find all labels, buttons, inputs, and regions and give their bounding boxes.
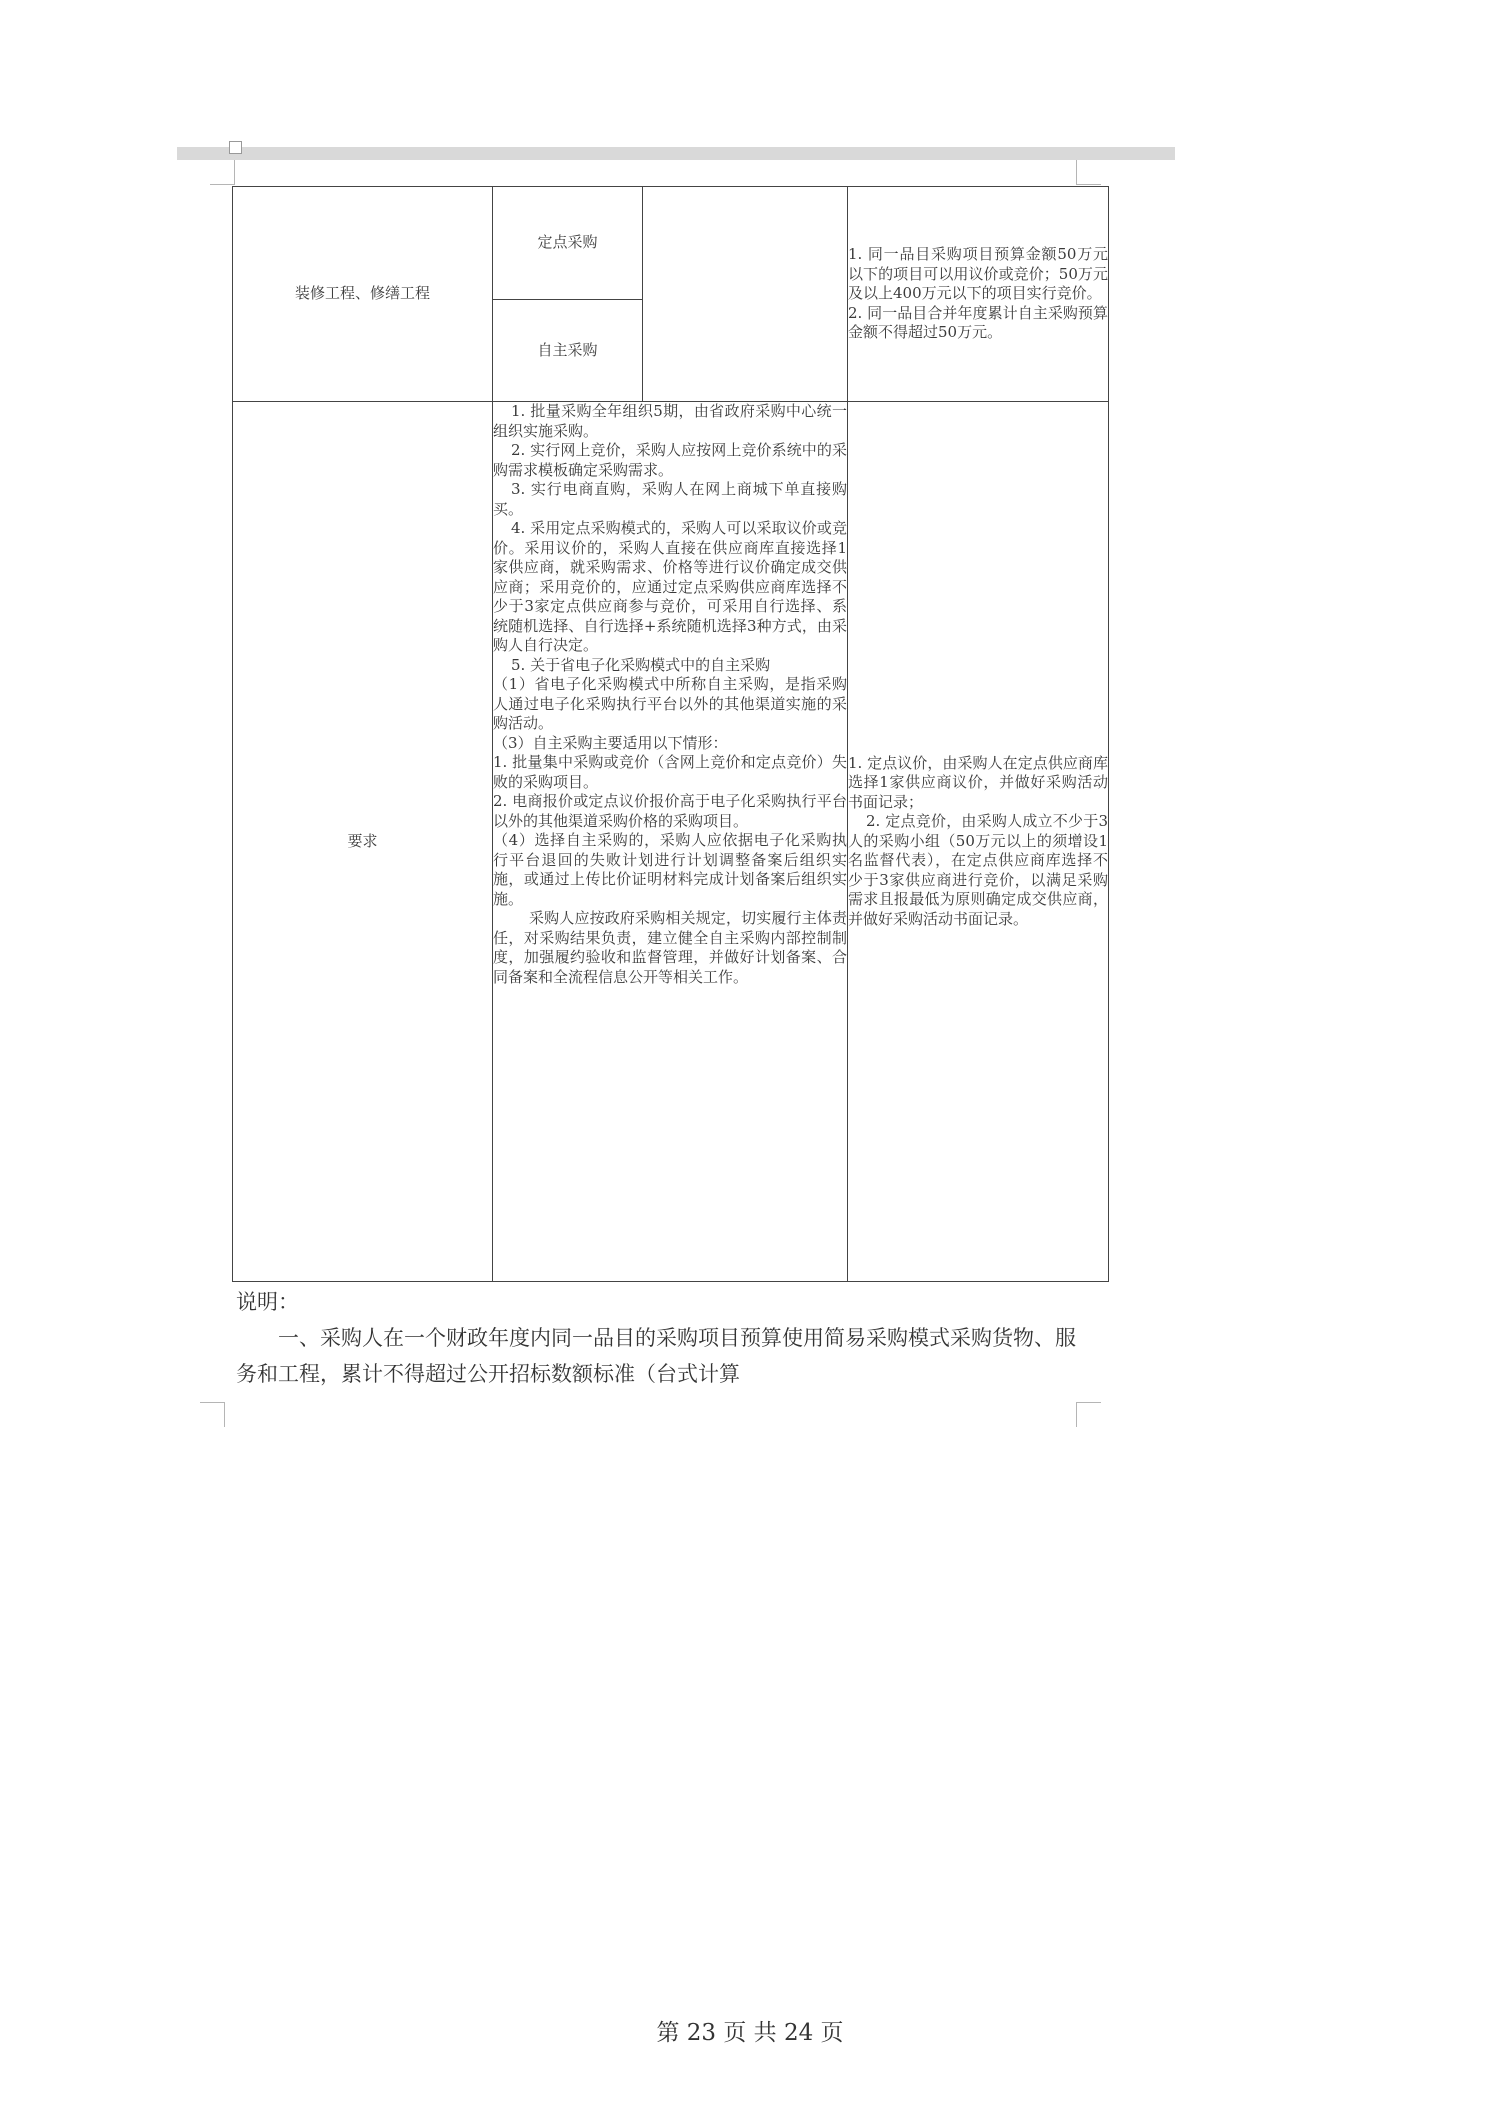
req-item: 5. 关于省电子化采购模式中的自主采购 — [511, 655, 771, 674]
page-top-bar — [177, 147, 1175, 160]
margin-corner-mark — [200, 1402, 225, 1427]
negotiation-cell — [848, 402, 1109, 1282]
requirements-detail-cell — [493, 402, 848, 1282]
req-item: （4）选择自主采购的，采购人应依据电子化采购执行平台退回的失败计划进行计划调整备案后组织实施，或通过上传比价证明材料完成计划备案后组织实施。 — [493, 831, 847, 908]
page-number: 第 23 页 共 24 页 — [656, 2020, 844, 2046]
page-marker-icon — [229, 141, 242, 154]
category-cell: 装修工程、修缮工程 — [233, 187, 493, 402]
req-item: 2. 电商报价或定点议价报价高于电子化采购执行平台以外的其他渠道采购价格的采购项目。 — [493, 792, 847, 830]
req-item: （1）省电子化采购模式中所称自主采购，是指采购人通过电子化采购执行平台以外的其他渠道实施的采购活动。 — [493, 675, 847, 732]
req-item: 采购人应按政府采购相关规定，切实履行主体责任，对采购结果负责，建立健全自主采购内部控制制度，加强履约验收和监督管理，并做好计划备案、合同备案和全流程信息公开等相关工作。 — [493, 909, 847, 986]
method-cell-self: 自主采购 — [493, 300, 643, 402]
margin-corner-mark — [210, 160, 235, 185]
req-item: 1. 批量集中采购或竞价（含网上竞价和定点竞价）失败的采购项目。 — [493, 753, 847, 791]
negotiation-item: 1. 定点议价，由采购人在定点供应商库选择1家供应商议价，并做好采购活动书面记录； — [848, 753, 1108, 811]
empty-cell — [643, 187, 848, 402]
rule-item: 1. 同一品目采购项目预算金额50万元以下的项目可以用议价或竞价；50万元及以上400万元以下的项目实行竞价。 — [848, 245, 1108, 303]
margin-corner-mark — [1076, 160, 1101, 185]
margin-corner-mark — [1076, 1402, 1101, 1427]
rules-cell — [848, 187, 1109, 402]
req-item: 2. 实行网上竞价，采购人应按网上竞价系统中的采购需求模板确定采购需求。 — [493, 441, 847, 479]
note-section — [236, 1284, 1086, 1392]
rule-item: 2. 同一品目合并年度累计自主采购预算金额不得超过50万元。 — [848, 303, 1108, 342]
note-paragraph: 一、采购人在一个财政年度内同一品目的采购项目预算使用简易采购模式采购货物、服务和工程，累计不得超过公开招标数额标准（台式计算 — [236, 1326, 1076, 1386]
note-heading: 说明： — [236, 1290, 299, 1314]
req-item: 3. 实行电商直购，采购人在网上商城下单直接购买。 — [493, 480, 847, 518]
method-cell-fixed-point: 定点采购 — [493, 187, 643, 300]
req-item: （3）自主采购主要适用以下情形： — [493, 733, 728, 752]
req-item: 1. 批量采购全年组织5期，由省政府采购中心统一组织实施采购。 — [493, 402, 847, 440]
req-item: 4. 采用定点采购模式的，采购人可以采取议价或竞价。采用议价的，采购人直接在供应商库直接选择1家供应商，就采购需求、价格等进行议价确定成交供应商；采用竞价的，应通过定点采购供应商库选择不少于3家定点供应商参与竞价，可采用自行选择、系统随机选择、自行选择+系统随机选择3种方式，由采购人自行决定。 — [493, 519, 847, 654]
procurement-table — [232, 186, 1109, 1282]
negotiation-item: 2. 定点竞价，由采购人成立不少于3人的采购小组（50万元以上的须增设1名监督代表），在定点供应商库选择不少于3家供应商进行竞价，以满足采购需求且报最低为原则确定成交供应商，并做好采购活动书面记录。 — [848, 812, 1108, 928]
requirements-label-cell: 要求 — [233, 402, 493, 1282]
